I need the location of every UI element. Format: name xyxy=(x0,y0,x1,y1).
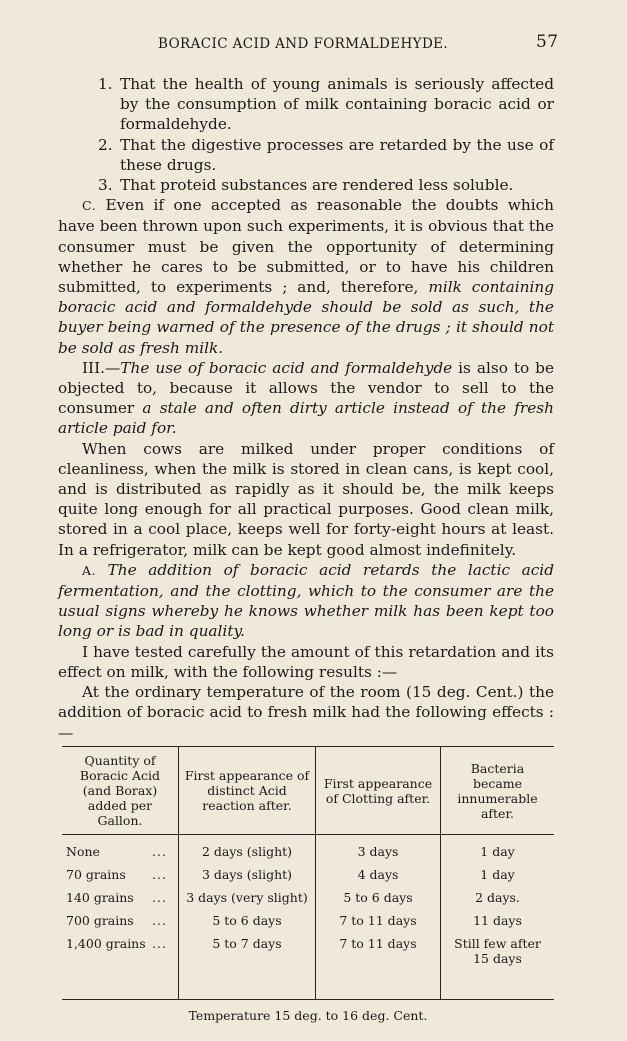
list-item xyxy=(58,74,554,135)
paragraph-temperature: At the ordinary temperature of the room (15 deg. Cent.) the addition of boracic acid to fresh milk had the following effects :— xyxy=(58,683,554,742)
quantity-value: 70 grains xyxy=(66,867,126,882)
cell-bacteria: Still few after 15 days xyxy=(441,933,555,1000)
cell-clotting: 7 to 11 days xyxy=(316,933,441,1000)
list-item xyxy=(58,175,554,195)
quantity-value: 140 grains xyxy=(66,890,134,905)
paragraph-text: Even if one accepted as reasonable the doubts which have been thrown upon such experiments, it is obvious that the consumer must be given the opportunity of determining whether he cares to be submitted, or to have his children submitted, to experiments ; and, therefore, xyxy=(58,196,555,297)
paragraph-iii xyxy=(58,358,554,439)
section-label: A. xyxy=(82,562,97,578)
emphasis-text: a stale and often dirty article instead of the fresh article paid for. xyxy=(58,399,554,438)
cell-quantity xyxy=(62,864,179,887)
leader-dots: ... xyxy=(152,936,167,951)
cell-quantity xyxy=(62,835,179,865)
cell-bacteria: 2 days. xyxy=(441,887,555,910)
table-row xyxy=(62,864,554,887)
cell-acid: 5 to 6 days xyxy=(179,910,316,933)
section-numeral: III.— xyxy=(82,358,121,377)
cell-bacteria: 11 days xyxy=(441,910,555,933)
list-number: 2. xyxy=(98,135,113,154)
results-table xyxy=(62,746,554,1000)
paragraph-cows: When cows are milked under proper conditions of cleanliness, when the milk is stored in clean cans, is kept cool, and is distributed as rapidly as it should be, the milk keeps quite long enough for all practical purposes. Good clean milk, stored in a cool place, keeps well for forty-eight hours at least. In a refrigerator, milk can be kept good almost indefinitely. xyxy=(58,439,554,559)
results-table-container xyxy=(62,746,554,1023)
section-label: C. xyxy=(82,198,97,214)
header-clotting: First appearance of Clotting after. xyxy=(316,747,441,835)
running-head xyxy=(0,32,627,56)
list-text: That the health of young animals is seriously affected by the consumption of milk containing boracic acid or formaldehyde. xyxy=(120,75,554,134)
cell-quantity xyxy=(62,933,179,1000)
cell-clotting: 7 to 11 days xyxy=(316,910,441,933)
header-quantity: Quantity of Boracic Acid (and Borax) added per Gallon. xyxy=(62,747,179,835)
conclusions-list xyxy=(58,74,554,195)
list-number: 3. xyxy=(98,176,113,195)
page-number: 57 xyxy=(536,32,559,52)
emphasis-text: The addition of boracic acid retards the lactic acid fermentation, and the clotting, which to the consumer are the usual signs whereby he knows whether milk has been kept too long or is bad in quality. xyxy=(58,560,554,641)
paragraph-text: is also to be objected to, because it allows the vendor to sell to the consumer xyxy=(58,358,554,418)
cell-bacteria: 1 day xyxy=(441,835,555,865)
paragraph-a xyxy=(58,560,554,642)
leader-dots: ... xyxy=(152,913,167,928)
list-item xyxy=(58,135,554,175)
cell-clotting: 4 days xyxy=(316,864,441,887)
paragraph-tested: I have tested carefully the amount of this retardation and its effect on milk, with the following results :— xyxy=(58,642,554,681)
emphasis-text: The use of boracic acid and formaldehyde xyxy=(120,358,453,377)
cell-quantity xyxy=(62,887,179,910)
table-caption: Temperature 15 deg. to 16 deg. Cent. xyxy=(188,1008,428,1023)
table-row xyxy=(62,910,554,933)
leader-dots: ... xyxy=(152,844,167,859)
list-text: That proteid substances are rendered less soluble. xyxy=(120,176,514,195)
list-number: 1. xyxy=(98,75,113,93)
header-bacteria: Bacteria became innumerable after. xyxy=(441,747,555,835)
paragraph-c xyxy=(58,195,554,358)
table-row xyxy=(62,835,554,865)
list-text: That the digestive processes are retarded by the use of these drugs. xyxy=(120,135,554,174)
running-title: BORACIC ACID AND FORMALDEHYDE. xyxy=(158,36,449,52)
cell-clotting: 5 to 6 days xyxy=(316,887,441,910)
cell-acid: 2 days (slight) xyxy=(179,835,316,865)
leader-dots: ... xyxy=(152,890,167,905)
cell-bacteria: 1 day xyxy=(441,864,555,887)
quantity-value: 1,400 grains xyxy=(66,936,146,951)
quantity-value: 700 grains xyxy=(66,913,134,928)
cell-acid: 3 days (slight) xyxy=(179,864,316,887)
table-row xyxy=(62,887,554,910)
cell-quantity xyxy=(62,910,179,933)
table-row xyxy=(62,933,554,1000)
cell-clotting: 3 days xyxy=(316,835,441,865)
cell-acid: 5 to 7 days xyxy=(179,933,316,1000)
cell-acid: 3 days (very slight) xyxy=(179,887,316,910)
quantity-value: None xyxy=(66,844,100,859)
leader-dots: ... xyxy=(152,867,167,882)
body-text xyxy=(58,74,554,743)
header-acid: First appearance of distinct Acid reaction after. xyxy=(179,747,316,835)
table-header-row xyxy=(62,747,554,835)
emphasis-text: milk containing boracic acid and formaldehyde should be sold as such, the buyer being warned of the presence of the drugs ; it should not be sold as fresh milk. xyxy=(58,278,554,357)
